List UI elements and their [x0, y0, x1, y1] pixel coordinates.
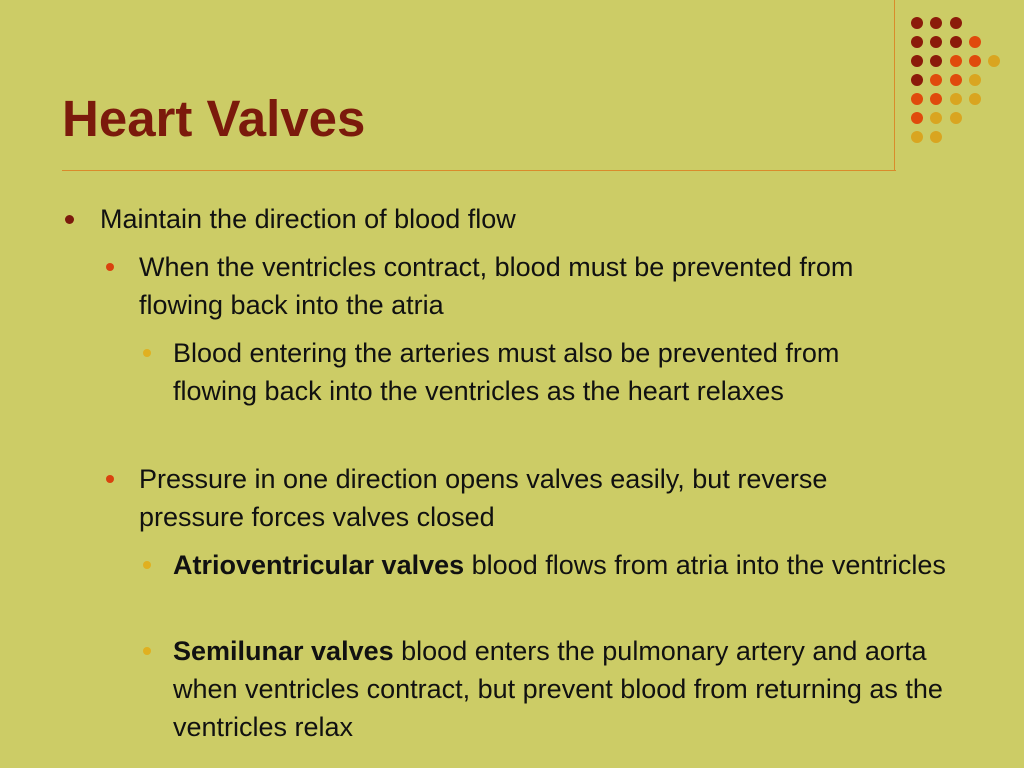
decor-dot: [930, 131, 942, 143]
bullet-term: Atrioventricular valves: [173, 550, 465, 580]
bullet-dot-icon: [143, 647, 151, 655]
bullet-item: [139, 248, 939, 324]
title-underline: [62, 170, 896, 171]
decor-dot: [950, 93, 962, 105]
bullet-dot-icon: [143, 561, 151, 569]
decor-dot: [911, 112, 923, 124]
decor-dot: [969, 36, 981, 48]
decor-dot: [950, 55, 962, 67]
bullet-dot-icon: [65, 215, 74, 224]
decor-dot: [930, 74, 942, 86]
bullet-term: Semilunar valves: [173, 636, 394, 666]
decor-dot: [930, 112, 942, 124]
decor-dot: [988, 55, 1000, 67]
decor-dot: [930, 93, 942, 105]
decor-dot: [911, 36, 923, 48]
decor-dot: [950, 17, 962, 29]
decor-dot: [950, 74, 962, 86]
bullet-item: [139, 460, 899, 536]
bullet-item: [173, 546, 973, 584]
decor-dot: [911, 55, 923, 67]
bullet-item: [173, 632, 953, 746]
bullet-dot-icon: [143, 349, 151, 357]
bullet-item: [173, 334, 923, 410]
decor-dot: [969, 55, 981, 67]
bullet-text: Maintain the direction of blood flow: [100, 204, 516, 234]
bullet-dot-icon: [106, 475, 114, 483]
decor-dot: [950, 112, 962, 124]
bullet-text: Blood entering the arteries must also be prevented from flowing back into the ventricles as the heart relaxes: [173, 338, 840, 406]
decor-dot: [911, 74, 923, 86]
bullet-dot-icon: [106, 263, 114, 271]
bullet-text: [173, 546, 973, 584]
decor-dot: [911, 17, 923, 29]
bullet-text: [173, 632, 953, 746]
decor-dot: [911, 131, 923, 143]
decor-dot: [930, 36, 942, 48]
decor-dot: [930, 55, 942, 67]
bullet-definition: blood enters the pulmonary artery and aorta when ventricles contract, but prevent blood from returning as the ventricles relax: [173, 636, 943, 742]
bullet-definition: blood flows from atria into the ventricles: [464, 550, 946, 580]
bullet-item: [100, 200, 900, 238]
title-vertical-divider: [894, 0, 895, 171]
decor-dot: [969, 74, 981, 86]
decor-dot: [911, 93, 923, 105]
bullet-text: Pressure in one direction opens valves easily, but reverse pressure forces valves closed: [139, 464, 828, 532]
decor-dot: [930, 17, 942, 29]
decor-dot: [969, 93, 981, 105]
slide-title: Heart Valves: [62, 90, 366, 147]
bullet-text: When the ventricles contract, blood must be prevented from flowing back into the atria: [139, 252, 854, 320]
decor-dot: [950, 36, 962, 48]
